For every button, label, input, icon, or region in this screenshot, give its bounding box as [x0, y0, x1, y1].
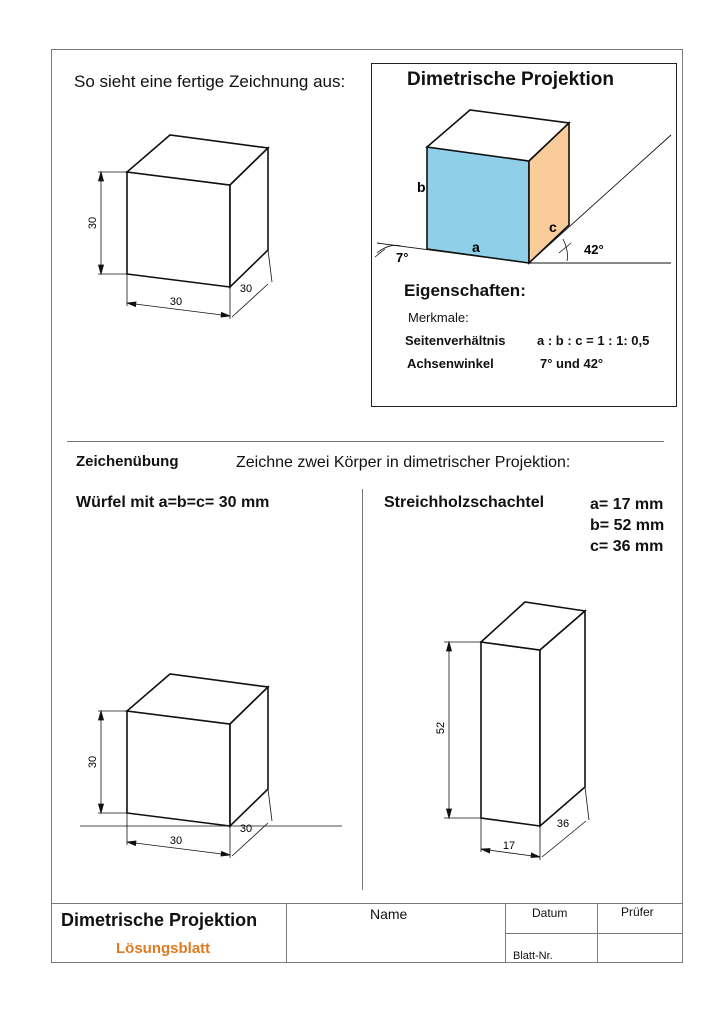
- label-b: b: [417, 179, 426, 195]
- angle-label: Achsenwinkel: [407, 356, 494, 371]
- box-dim-depth: 36: [556, 818, 570, 830]
- box-dim-width: 17: [502, 840, 516, 852]
- cube-dim-width: 30: [169, 835, 183, 847]
- date-label: Datum: [532, 906, 568, 920]
- title-block-divider-1: [286, 903, 287, 963]
- title-block-title: Dimetrische Projektion: [61, 910, 258, 930]
- dim-c: c= 36 mm: [590, 538, 664, 555]
- example-dim-depth: 30: [239, 283, 253, 295]
- label-a: a: [472, 239, 480, 255]
- exercise-heading: Zeichenübung: [76, 453, 179, 470]
- ratio-value: a : b : c = 1 : 1: 0,5: [537, 333, 650, 348]
- properties-heading: Eigenschaften:: [404, 281, 526, 300]
- intro-caption: So sieht eine fertige Zeichnung aus:: [74, 72, 346, 91]
- checker-label: Prüfer: [621, 905, 654, 919]
- dim-a: a= 17 mm: [590, 496, 664, 513]
- features-label: Merkmale:: [408, 310, 469, 325]
- dim-b: b= 52 mm: [590, 517, 665, 534]
- angle-42: 42°: [584, 242, 604, 257]
- solution-cube: [127, 674, 268, 826]
- box-dim-height: 52: [435, 721, 447, 735]
- label-c: c: [549, 219, 557, 235]
- name-label: Name: [370, 906, 408, 922]
- info-title: Dimetrische Projektion: [407, 69, 614, 90]
- left-task-title: Würfel mit a=b=c= 30 mm: [76, 494, 270, 511]
- angle-value: 7° und 42°: [540, 356, 604, 371]
- title-block-top-line: [51, 903, 683, 904]
- solution-matchbox: [481, 602, 585, 826]
- title-block-subtitle: Lösungsblatt: [116, 940, 211, 957]
- cube-dim-depth: 30: [239, 823, 253, 835]
- right-task-title: Streichholzschachtel: [384, 494, 545, 511]
- angle-7: 7°: [396, 250, 409, 265]
- ratio-label: Seitenverhältnis: [405, 333, 506, 348]
- example-dim-width: 30: [169, 296, 183, 308]
- sheet-label: Blatt-Nr.: [513, 950, 553, 962]
- cube-dim-height: 30: [87, 755, 99, 769]
- example-dim-height: 30: [87, 216, 99, 230]
- title-block-divider-h: [505, 933, 683, 934]
- exercise-instruction: Zeichne zwei Körper in dimetrischer Projektion:: [236, 454, 571, 471]
